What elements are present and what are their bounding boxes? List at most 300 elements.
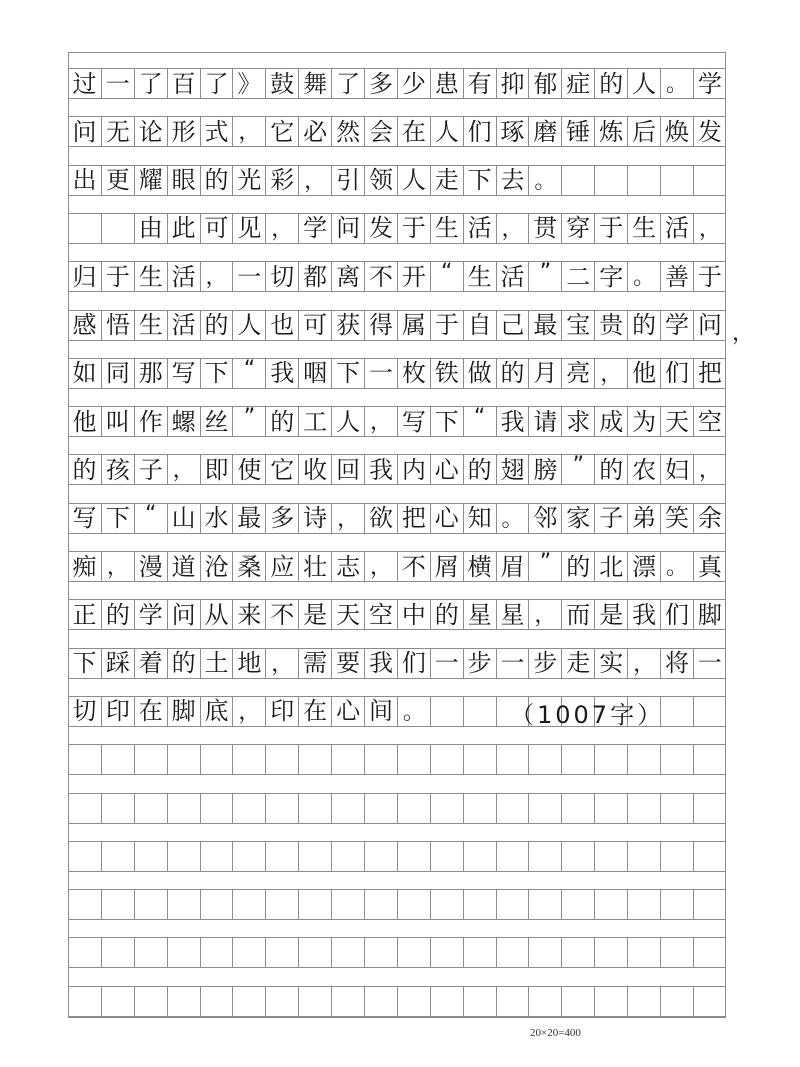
grid-cell-char: 要 xyxy=(331,649,364,678)
grid-cell-char: 》 xyxy=(232,69,265,98)
grid-cell-empty xyxy=(331,987,364,1016)
grid-cell-empty xyxy=(134,745,167,774)
grid-cell-empty xyxy=(561,745,594,774)
grid-cell-char: 空 xyxy=(364,600,397,629)
grid-cell-empty xyxy=(68,938,101,967)
grid-cell-empty xyxy=(331,842,364,871)
grid-row xyxy=(68,986,726,1017)
grid-cell-char: 必 xyxy=(298,117,331,146)
grid-cell-empty xyxy=(397,938,430,967)
grid-cell-char: 一 xyxy=(496,649,529,678)
grid-cell-char: 一 xyxy=(430,649,463,678)
grid-row xyxy=(68,165,726,196)
grid-cell-empty xyxy=(134,890,167,919)
grid-cell-char: 鼓 xyxy=(265,69,298,98)
grid-cell-char: 学 xyxy=(298,214,331,243)
grid-row xyxy=(68,744,726,775)
grid-cell-char: 贵 xyxy=(594,311,627,340)
grid-cell-char: 亮 xyxy=(561,359,594,388)
grid-cell-char: 了 xyxy=(200,69,233,98)
grid-cell-char: 活 xyxy=(167,311,200,340)
grid-cell-char: 问 xyxy=(72,117,97,146)
grid-cell-char: “ xyxy=(134,504,167,533)
grid-cell-empty xyxy=(693,794,726,823)
grid-cell-char: 山 xyxy=(167,504,200,533)
grid-cell-empty xyxy=(660,745,693,774)
grid-cell-empty xyxy=(660,697,693,726)
grid-cell-char: 都 xyxy=(298,262,331,291)
grid-cell-char: 的 xyxy=(200,166,233,195)
grid-cell-empty xyxy=(561,166,594,195)
grid-cell-char: 不 xyxy=(265,600,298,629)
grid-row xyxy=(68,68,726,99)
grid-cell-char: 问 xyxy=(331,214,364,243)
grid-cell-empty xyxy=(463,987,496,1016)
grid-cell-empty xyxy=(265,987,298,1016)
grid-cell-char: 的 xyxy=(72,455,97,484)
grid-cell-empty xyxy=(101,214,134,243)
grid-cell-char: 实 xyxy=(594,649,627,678)
grid-cell-empty xyxy=(528,842,561,871)
grid-cell-char: 属 xyxy=(397,311,430,340)
grid-cell-char: 步 xyxy=(463,649,496,678)
grid-cell-char: 生 xyxy=(134,262,167,291)
grid-cell-char: 于 xyxy=(594,214,627,243)
grid-cell-char: “ xyxy=(463,407,496,436)
grid-cell-empty xyxy=(430,890,463,919)
grid-cell-char: 漂 xyxy=(627,552,660,581)
grid-cell-char: 孩 xyxy=(101,455,134,484)
grid-cell-char: 患 xyxy=(430,69,463,98)
grid-cell-char: 他 xyxy=(627,359,660,388)
grid-cell-char: 下 xyxy=(331,359,364,388)
grid-cell-char: 出 xyxy=(72,166,97,195)
grid-cell-char: 生 xyxy=(463,262,496,291)
grid-cell-char: 活 xyxy=(167,262,200,291)
grid-cell-empty xyxy=(232,794,265,823)
grid-cell-char: 炼 xyxy=(594,117,627,146)
grid-cell-char: 做 xyxy=(463,359,496,388)
grid-cell-char: 如 xyxy=(72,359,97,388)
grid-cell-empty xyxy=(561,842,594,871)
grid-cell-char: ” xyxy=(528,552,561,581)
grid-cell-char: 发 xyxy=(364,214,397,243)
grid-cell-char: 空 xyxy=(693,407,726,436)
grid-cell-char: 学 xyxy=(660,311,693,340)
grid-cell-empty xyxy=(430,745,463,774)
grid-cell-char: 切 xyxy=(72,697,97,726)
grid-cell-char: 脚 xyxy=(693,600,726,629)
grid-cell-empty xyxy=(627,890,660,919)
grid-cell-char: 膀 xyxy=(528,455,561,484)
grid-cell-char: 工 xyxy=(298,407,331,436)
grid-cell-empty xyxy=(693,745,726,774)
grid-cell-char: 诗 xyxy=(298,504,331,533)
grid-cell-char: 善 xyxy=(660,262,693,291)
grid-cell-char: 心 xyxy=(430,504,463,533)
grid-cell-empty xyxy=(627,166,660,195)
grid-cell-empty xyxy=(430,794,463,823)
grid-cell-empty xyxy=(232,938,265,967)
grid-cell-char: 引 xyxy=(331,166,364,195)
grid-cell-empty xyxy=(660,938,693,967)
grid-cell-char: 道 xyxy=(167,552,200,581)
grid-cell-char: 字 xyxy=(594,262,627,291)
grid-cell-char: ， xyxy=(693,214,726,243)
grid-cell-char: ， xyxy=(265,214,298,243)
grid-row xyxy=(68,213,726,244)
grid-cell-char: 问 xyxy=(167,600,200,629)
grid-cell-empty xyxy=(200,890,233,919)
grid-cell-char: 不 xyxy=(364,262,397,291)
grid-cell-empty xyxy=(68,745,101,774)
grid-cell-char: 生 xyxy=(134,311,167,340)
essay-grid-sheet xyxy=(68,52,726,1018)
grid-cell-char: 人 xyxy=(397,166,430,195)
grid-cell-char: 中 xyxy=(397,600,430,629)
grid-cell-char: 我 xyxy=(265,359,298,388)
grid-cell-char: 活 xyxy=(660,214,693,243)
grid-cell-empty xyxy=(693,890,726,919)
grid-cell-char: 有 xyxy=(463,69,496,98)
grid-cell-char: ， xyxy=(693,455,726,484)
grid-cell-char: 抑 xyxy=(496,69,529,98)
grid-cell-empty xyxy=(528,938,561,967)
grid-cell-empty xyxy=(463,745,496,774)
grid-cell-char: ， xyxy=(496,214,529,243)
grid-cell-char: 翅 xyxy=(496,455,529,484)
grid-cell-char: 自 xyxy=(463,311,496,340)
grid-cell-char: 眉 xyxy=(496,552,529,581)
grid-cell-empty xyxy=(693,166,726,195)
grid-cell-char: 沧 xyxy=(200,552,233,581)
grid-cell-empty xyxy=(364,745,397,774)
grid-cell-empty xyxy=(298,842,331,871)
grid-cell-empty xyxy=(232,745,265,774)
grid-cell-char: 生 xyxy=(627,214,660,243)
grid-cell-empty xyxy=(167,745,200,774)
grid-cell-char: ， xyxy=(232,117,265,146)
grid-cell-char: 眼 xyxy=(167,166,200,195)
grid-cell-char: 我 xyxy=(364,649,397,678)
grid-cell-char: 使 xyxy=(232,455,265,484)
grid-cell-char: 多 xyxy=(265,504,298,533)
grid-cell-empty xyxy=(627,842,660,871)
grid-row xyxy=(68,937,726,968)
grid-cell-char: 学 xyxy=(693,69,726,98)
grid-cell-char: 那 xyxy=(134,359,167,388)
grid-cell-empty xyxy=(331,794,364,823)
grid-cell-char: 痴 xyxy=(72,552,97,581)
grid-cell-empty xyxy=(430,938,463,967)
grid-cell-char: 形 xyxy=(167,117,200,146)
grid-cell-empty xyxy=(331,745,364,774)
grid-cell-empty xyxy=(627,938,660,967)
grid-cell-char: 了 xyxy=(134,69,167,98)
grid-cell-char: 天 xyxy=(660,407,693,436)
grid-cell-char: ” xyxy=(561,455,594,484)
grid-cell-char: 把 xyxy=(693,359,726,388)
grid-cell-char: 印 xyxy=(101,697,134,726)
grid-cell-char: 的 xyxy=(167,649,200,678)
grid-cell-empty xyxy=(298,794,331,823)
grid-cell-char: 后 xyxy=(627,117,660,146)
grid-cell-empty xyxy=(101,745,134,774)
grid-cell-char: 铁 xyxy=(430,359,463,388)
grid-cell-char: 的 xyxy=(200,311,233,340)
grid-cell-empty xyxy=(298,938,331,967)
grid-cell-empty xyxy=(364,842,397,871)
grid-cell-char: 壮 xyxy=(298,552,331,581)
grid-cell-empty xyxy=(68,890,101,919)
grid-cell-empty xyxy=(265,842,298,871)
grid-cell-char: 。 xyxy=(528,166,561,195)
grid-cell-empty xyxy=(101,794,134,823)
grid-cell-char: 子 xyxy=(134,455,167,484)
grid-cell-char: ” xyxy=(528,262,561,291)
grid-cell-empty xyxy=(561,938,594,967)
grid-cell-empty xyxy=(528,987,561,1016)
grid-cell-char: 症 xyxy=(561,69,594,98)
grid-cell-empty xyxy=(660,842,693,871)
grid-cell-char: 他 xyxy=(72,407,97,436)
grid-cell-char: 在 xyxy=(134,697,167,726)
grid-cell-char: 活 xyxy=(496,262,529,291)
grid-cell-char: ， xyxy=(364,407,397,436)
grid-cell-char: 请 xyxy=(528,407,561,436)
grid-cell-char: 的 xyxy=(265,407,298,436)
grid-cell-char: 们 xyxy=(660,359,693,388)
grid-cell-char: 土 xyxy=(200,649,233,678)
grid-cell-char: 领 xyxy=(364,166,397,195)
grid-cell-empty xyxy=(660,794,693,823)
grid-cell-empty xyxy=(68,214,101,243)
grid-cell-empty xyxy=(167,842,200,871)
grid-cell-empty xyxy=(693,938,726,967)
grid-row xyxy=(68,841,726,872)
grid-cell-char: 妇 xyxy=(660,455,693,484)
grid-cell-char: 耀 xyxy=(134,166,167,195)
grid-cell-char: 的 xyxy=(463,455,496,484)
grid-cell-char: 心 xyxy=(430,455,463,484)
grid-cell-char: 悟 xyxy=(101,311,134,340)
grid-cell-char: 天 xyxy=(331,600,364,629)
grid-cell-char: ， xyxy=(298,166,331,195)
grid-cell-empty xyxy=(561,987,594,1016)
grid-cell-char: 漫 xyxy=(134,552,167,581)
grid-cell-char: 把 xyxy=(397,504,430,533)
grid-cell-empty xyxy=(561,890,594,919)
grid-cell-char: 此 xyxy=(167,214,200,243)
grid-cell-empty xyxy=(496,745,529,774)
grid-cell-char: 最 xyxy=(528,311,561,340)
grid-row xyxy=(68,454,726,485)
grid-cell-empty xyxy=(68,842,101,871)
grid-cell-empty xyxy=(693,842,726,871)
grid-cell-char: 着 xyxy=(134,649,167,678)
grid-cell-char: 获 xyxy=(331,311,364,340)
grid-cell-char: ， xyxy=(200,262,233,291)
grid-cell-empty xyxy=(397,842,430,871)
grid-cell-char: 的 xyxy=(430,600,463,629)
grid-cell-char: ， xyxy=(594,359,627,388)
grid-cell-char: 农 xyxy=(627,455,660,484)
grid-cell-char: 论 xyxy=(134,117,167,146)
grid-cell-empty xyxy=(496,987,529,1016)
grid-cell-empty xyxy=(298,745,331,774)
grid-cell-char: 们 xyxy=(463,117,496,146)
grid-cell-empty xyxy=(496,794,529,823)
grid-cell-char: 会 xyxy=(364,117,397,146)
grid-cell-char: 于 xyxy=(430,311,463,340)
grid-cell-char: 螺 xyxy=(167,407,200,436)
grid-cell-char: 知 xyxy=(463,504,496,533)
grid-cell-char: 即 xyxy=(200,455,233,484)
grid-cell-char: 二 xyxy=(561,262,594,291)
grid-cell-char: 更 xyxy=(101,166,134,195)
grid-cell-char: 水 xyxy=(200,504,233,533)
grid-cell-char: 北 xyxy=(594,552,627,581)
grid-cell-empty xyxy=(430,987,463,1016)
grid-cell-char: 的 xyxy=(561,552,594,581)
grid-cell-char: 下 xyxy=(200,359,233,388)
grid-cell-empty xyxy=(364,987,397,1016)
grid-cell-empty xyxy=(298,890,331,919)
grid-cell-empty xyxy=(496,890,529,919)
grid-cell-char: 舞 xyxy=(298,69,331,98)
grid-cell-char: 走 xyxy=(430,166,463,195)
grid-cell-empty xyxy=(364,794,397,823)
grid-cell-char: 写 xyxy=(72,504,97,533)
grid-cell-empty xyxy=(693,697,726,726)
grid-cell-empty xyxy=(594,987,627,1016)
grid-cell-empty xyxy=(200,987,233,1016)
grid-cell-char: ， xyxy=(167,455,200,484)
grid-cell-empty xyxy=(167,794,200,823)
grid-cell-empty xyxy=(660,166,693,195)
grid-cell-char: “ xyxy=(430,262,463,291)
grid-cell-char: 脚 xyxy=(167,697,200,726)
grid-cell-empty xyxy=(463,794,496,823)
grid-cell-empty xyxy=(134,794,167,823)
grid-row xyxy=(68,793,726,824)
grid-cell-empty xyxy=(594,890,627,919)
grid-cell-char: 去 xyxy=(496,166,529,195)
grid-cell-char: 活 xyxy=(463,214,496,243)
grid-cell-empty xyxy=(265,745,298,774)
grid-cell-empty xyxy=(134,938,167,967)
grid-cell-empty xyxy=(101,890,134,919)
grid-cell-empty xyxy=(528,745,561,774)
grid-cell-char: 在 xyxy=(397,117,430,146)
grid-cell-char: 屑 xyxy=(430,552,463,581)
grid-cell-empty xyxy=(298,987,331,1016)
grid-cell-empty xyxy=(265,938,298,967)
grid-cell-char: 了 xyxy=(331,69,364,98)
grid-cell-char: 地 xyxy=(232,649,265,678)
grid-cell-empty xyxy=(101,938,134,967)
grid-cell-char: 琢 xyxy=(496,117,529,146)
grid-cell-empty xyxy=(232,842,265,871)
grid-cell-empty xyxy=(134,842,167,871)
grid-cell-empty xyxy=(594,794,627,823)
grid-cell-char: 同 xyxy=(101,359,134,388)
margin-punctuation: ， xyxy=(732,320,755,346)
grid-cell-empty xyxy=(232,890,265,919)
grid-cell-char: 作 xyxy=(134,407,167,436)
grid-cell-empty xyxy=(68,794,101,823)
grid-cell-empty xyxy=(496,842,529,871)
grid-cell-char: 下 xyxy=(101,504,134,533)
grid-cell-empty xyxy=(594,938,627,967)
grid-cell-char: 正 xyxy=(72,600,97,629)
grid-row xyxy=(68,406,726,437)
grid-cell-char: 横 xyxy=(463,552,496,581)
grid-row xyxy=(68,599,726,630)
grid-cell-char: 底 xyxy=(200,697,233,726)
grid-cell-char: 的 xyxy=(594,455,627,484)
grid-cell-char: 。 xyxy=(397,697,430,726)
grid-cell-char: 切 xyxy=(265,262,298,291)
grid-cell-empty xyxy=(167,938,200,967)
grid-cell-char: 下 xyxy=(463,166,496,195)
grid-cell-empty xyxy=(463,697,496,726)
grid-cell-char: 我 xyxy=(627,600,660,629)
grid-cell-char: 不 xyxy=(397,552,430,581)
grid-cell-char: 间 xyxy=(364,697,397,726)
grid-cell-char: 焕 xyxy=(660,117,693,146)
grid-cell-char: ， xyxy=(528,600,561,629)
grid-cell-char: 多 xyxy=(364,69,397,98)
grid-cell-char: 弟 xyxy=(627,504,660,533)
grid-cell-char: 家 xyxy=(561,504,594,533)
grid-cell-char: 月 xyxy=(528,359,561,388)
grid-cell-char: 是 xyxy=(298,600,331,629)
grid-cell-empty xyxy=(693,987,726,1016)
grid-row xyxy=(68,889,726,920)
grid-size-label: 20×20=400 xyxy=(530,1027,581,1039)
grid-cell-empty xyxy=(364,938,397,967)
grid-cell-empty xyxy=(594,842,627,871)
grid-cell-empty xyxy=(430,842,463,871)
grid-cell-char: 们 xyxy=(660,600,693,629)
grid-cell-empty xyxy=(463,842,496,871)
grid-cell-char: 枚 xyxy=(397,359,430,388)
grid-cell-char: 印 xyxy=(265,697,298,726)
grid-cell-char: 开 xyxy=(397,262,430,291)
grid-cell-char: 式 xyxy=(200,117,233,146)
grid-cell-empty xyxy=(463,890,496,919)
grid-cell-char: 贯 xyxy=(528,214,561,243)
grid-cell-char: 心 xyxy=(331,697,364,726)
grid-cell-char: ， xyxy=(265,649,298,678)
grid-cell-char: 从 xyxy=(200,600,233,629)
grid-cell-empty xyxy=(397,794,430,823)
grid-cell-char: 需 xyxy=(298,649,331,678)
grid-cell-char: 为 xyxy=(627,407,660,436)
grid-cell-char: 的 xyxy=(594,69,627,98)
grid-cell-char: ， xyxy=(101,552,134,581)
grid-cell-empty xyxy=(397,890,430,919)
grid-cell-char: 光 xyxy=(232,166,265,195)
grid-row xyxy=(68,551,726,582)
grid-cell-char: 人 xyxy=(430,117,463,146)
grid-cell-char: 的 xyxy=(627,311,660,340)
grid-cell-char: 磨 xyxy=(528,117,561,146)
grid-cell-char: 于 xyxy=(397,214,430,243)
grid-cell-char: 锤 xyxy=(561,117,594,146)
grid-cell-char: 由 xyxy=(134,214,167,243)
